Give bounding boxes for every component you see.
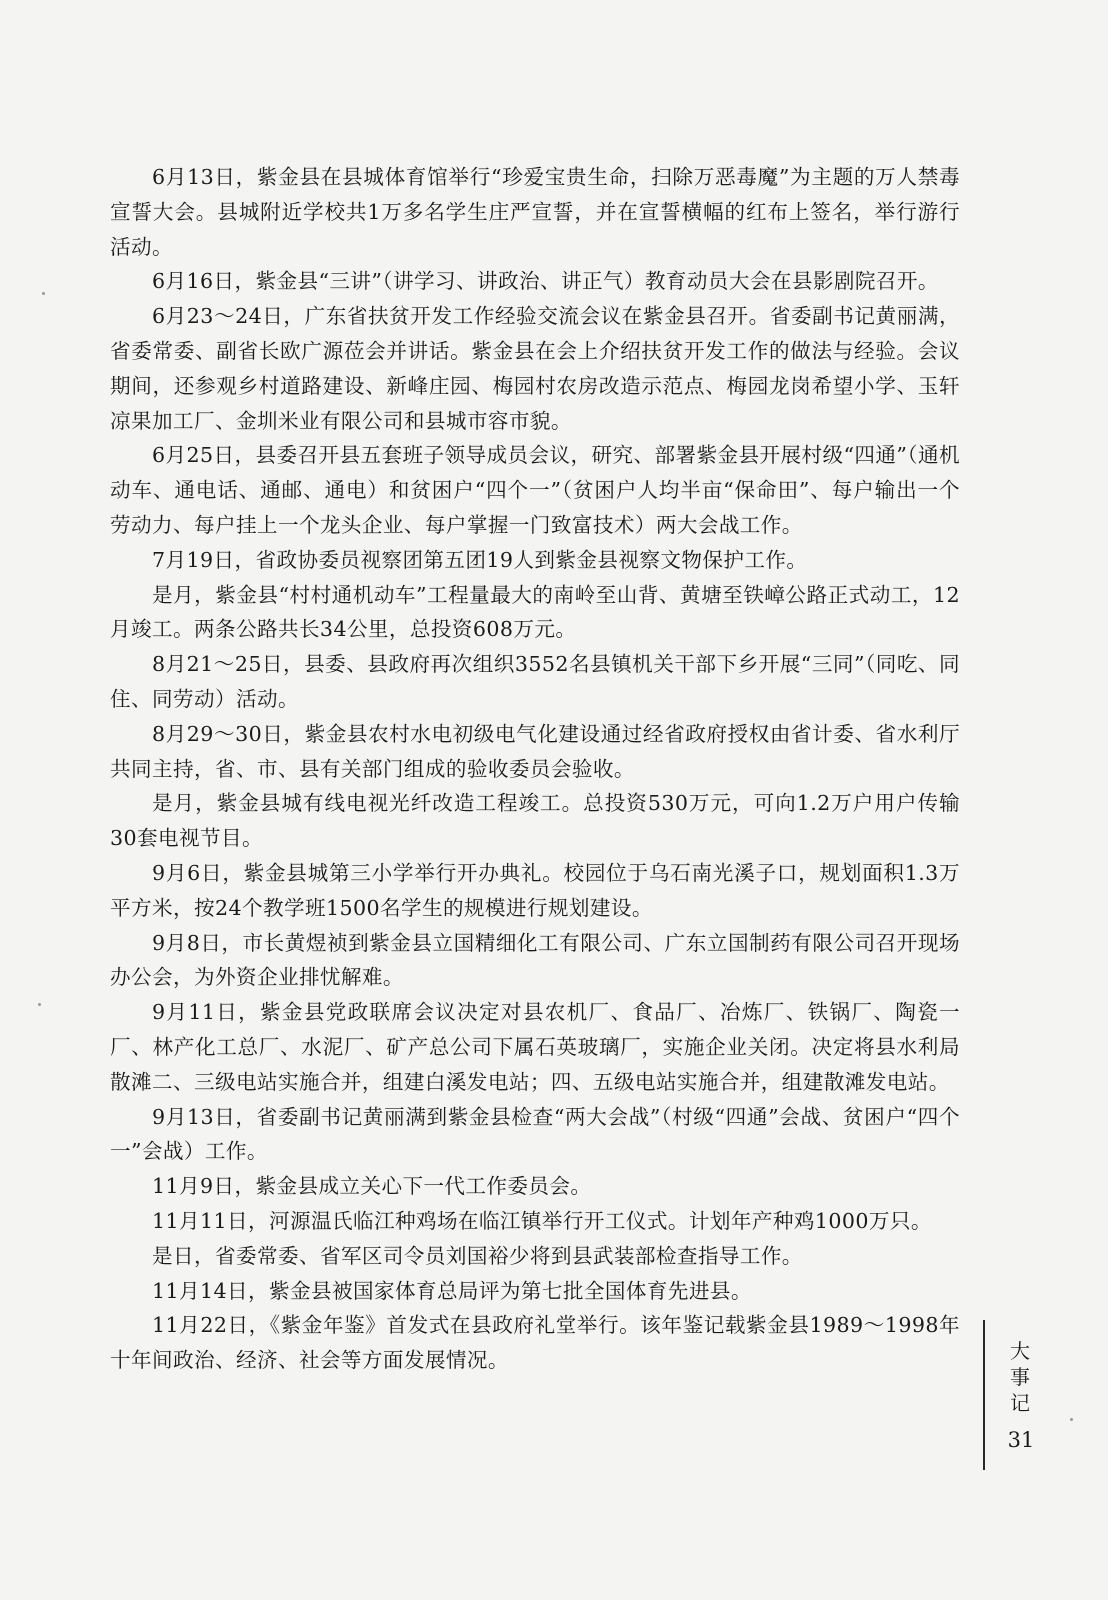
chronicle-entry: 是月，紫金县“村村通机动车”工程量最大的南岭至山背、黄塘至铁嶂公路正式动工，12月竣工。两条公路共长34公里，总投资608万元。 — [110, 582, 960, 642]
page-number: 31 — [1007, 1428, 1035, 1452]
chronicle-entry: 11月9日，紫金县成立关心下一代工作委员会。 — [152, 1174, 592, 1199]
margin-divider — [983, 1320, 985, 1470]
chronicle-entry: 是日，省委常委、省军区司令员刘国裕少将到县武装部检查指导工作。 — [152, 1243, 803, 1268]
chronicle-entry: 8月29～30日，紫金县农村水电初级电气化建设通过经省政府授权由省计委、省水利厅共同主持，省、市、县有关部门组成的验收委员会验收。 — [110, 721, 960, 781]
chronicle-entry: 9月8日，市长黄煜祯到紫金县立国精细化工有限公司、广东立国制药有限公司召开现场办公会，为外资企业排忧解难。 — [110, 930, 960, 990]
chronicle-body — [110, 160, 960, 1378]
chronicle-entry: 11月22日，《紫金年鉴》首发式在县政府礼堂举行。该年鉴记载紫金县1989～1998年十年间政治、经济、社会等方面发展情况。 — [110, 1313, 960, 1373]
chronicle-entry: 是月，紫金县城有线电视光纤改造工程竣工。总投资530万元，可向1.2万户用户传输30套电视节目。 — [110, 791, 960, 851]
chronicle-entry: 11月11日，河源温氏临江种鸡场在临江镇举行开工仪式。计划年产种鸡1000万只。 — [152, 1208, 932, 1233]
chronicle-entry: 6月16日，紫金县“三讲”（讲学习、讲政治、讲正气）教育动员大会在县影剧院召开。 — [152, 269, 939, 294]
scan-speck — [38, 1003, 41, 1006]
chronicle-entry: 9月11日，紫金县党政联席会议决定对县农机厂、食品厂、冶炼厂、铁锅厂、陶瓷一厂、林产化工总厂、水泥厂、矿产总公司下属石英玻璃厂，实施企业关闭。决定将县水利局散滩二、三级电站实施合并，组建白溪发电站；四、五级电站实施合并，组建散滩发电站。 — [110, 1000, 960, 1094]
chronicle-entry: 7月19日，省政协委员视察团第五团19人到紫金县视察文物保护工作。 — [152, 547, 808, 572]
chronicle-entry: 9月6日，紫金县城第三小学举行开办典礼。校园位于乌石南光溪子口，规划面积1.3万平方米，按24个教学班1500名学生的规模进行规划建设。 — [110, 860, 960, 920]
scan-speck — [42, 292, 45, 295]
section-title: 大事记 — [1010, 1339, 1030, 1415]
scan-speck — [1070, 1418, 1073, 1421]
chronicle-entry: 9月13日，省委副书记黄丽满到紫金县检查“两大会战”（村级“四通”会战、贫困户“四个一”会战）工作。 — [110, 1104, 960, 1164]
chronicle-entry: 6月25日，县委召开县五套班子领导成员会议，研究、部署紫金县开展村级“四通”（通机动车、通电话、通邮、通电）和贫困户“四个一”（贫困户人均半亩“保命田”、每户输出一个劳动力、每户挂上一个龙头企业、每户掌握一门致富技术）两大会战工作。 — [110, 443, 960, 537]
chronicle-entry: 11月14日，紫金县被国家体育总局评为第七批全国体育先进县。 — [152, 1278, 752, 1303]
chronicle-entry: 8月21～25日，县委、县政府再次组织3552名县镇机关干部下乡开展“三同”（同吃、同住、同劳动）活动。 — [110, 652, 960, 711]
chronicle-entry: 6月13日，紫金县在县城体育馆举行“珍爱宝贵生命，扫除万恶毒魔”为主题的万人禁毒宣誓大会。县城附近学校共1万多名学生庄严宣誓，并在宣誓横幅的红布上签名，举行游行活动。 — [110, 165, 960, 259]
chronicle-entry: 6月23～24日，广东省扶贫开发工作经验交流会议在紫金县召开。省委副书记黄丽满，省委常委、副省长欧广源莅会并讲话。紫金县在会上介绍扶贫开发工作的做法与经验。会议期间，还参观乡村道路建设、新峰庄园、梅园村农房改造示范点、梅园龙岗希望小学、玉轩凉果加工厂、金圳米业有限公司和县城市容市貌。 — [110, 304, 960, 433]
